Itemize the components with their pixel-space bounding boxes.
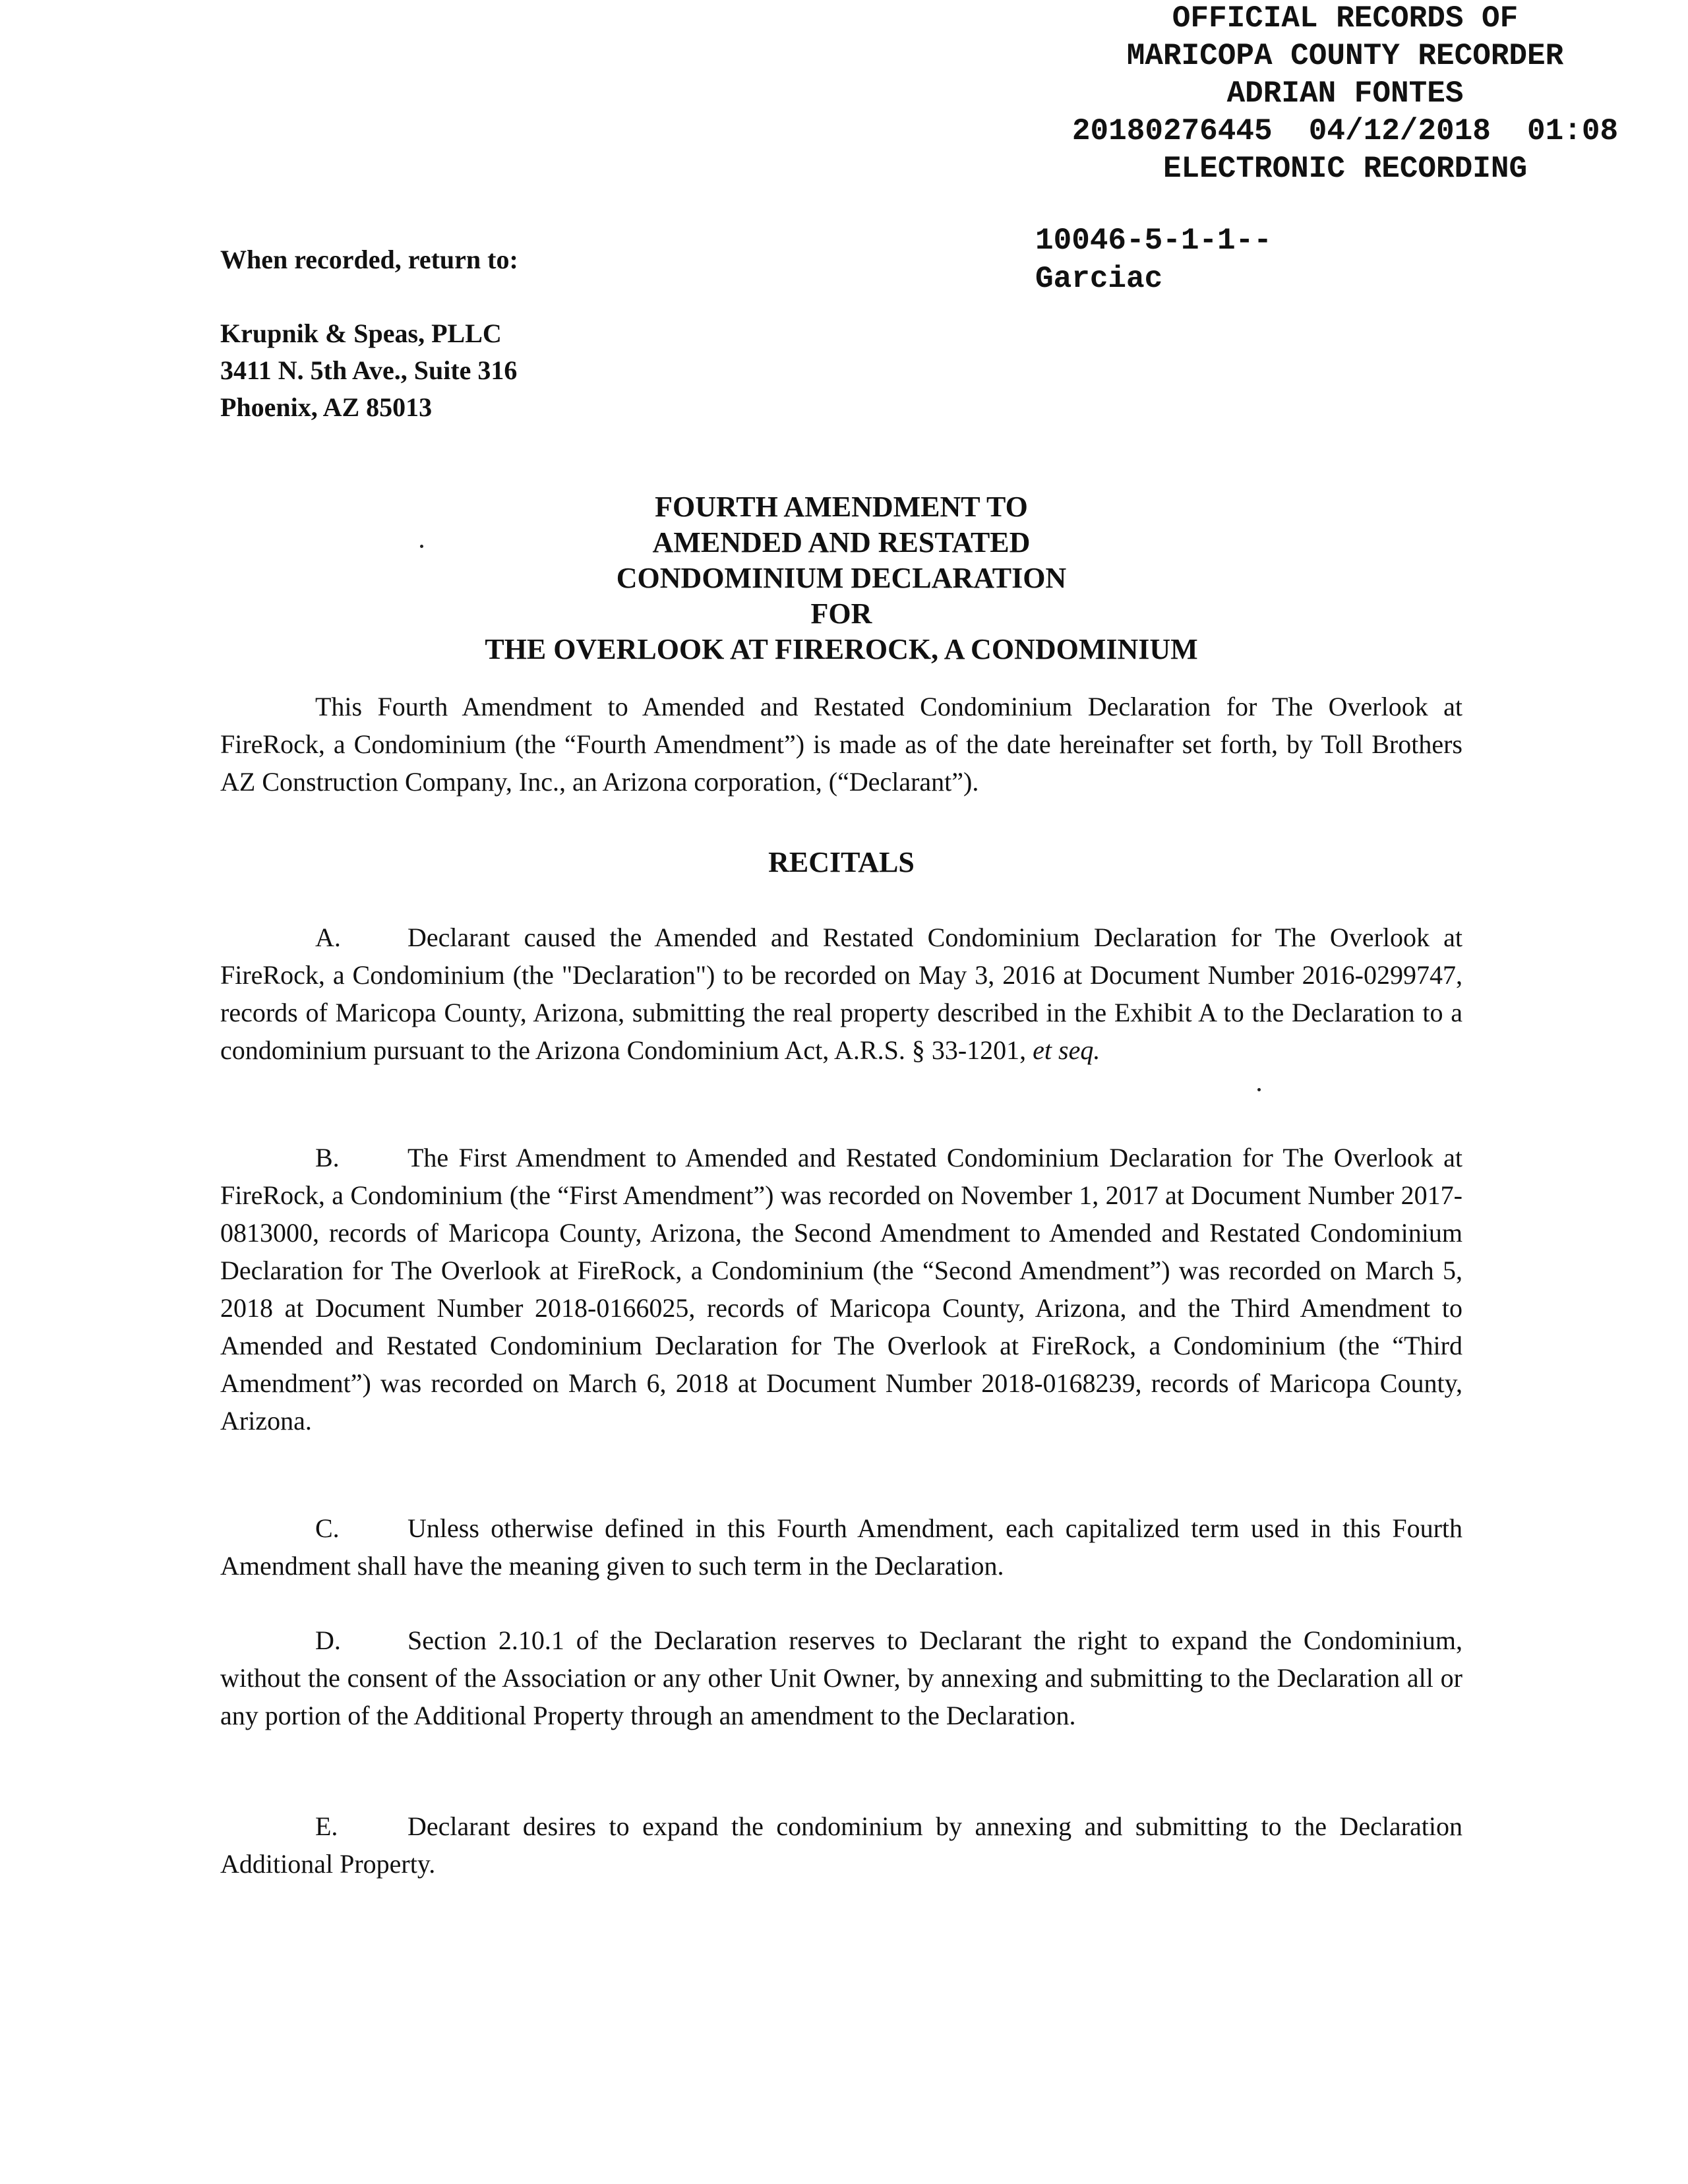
recital-a (220, 919, 1462, 1069)
recital-d (220, 1622, 1462, 1734)
recital-c (220, 1509, 1462, 1585)
recorder-stamp (1029, 0, 1662, 188)
recitals-heading: RECITALS (768, 846, 915, 878)
recital-label: E. (315, 1811, 338, 1841)
recital-text-italic: et seq. (1033, 1035, 1100, 1065)
recorder-stamp-line: ADRIAN FONTES (1226, 76, 1464, 111)
title-line: CONDOMINIUM DECLARATION (616, 562, 1067, 594)
recording-number-date-time: 20180276445 04/12/2018 01:08 (1071, 114, 1619, 148)
recital-label: C. (315, 1513, 340, 1543)
document-reference-code: 10046-5-1-1-- (1035, 224, 1272, 258)
document-reference-clerk: Garciac (1035, 262, 1163, 296)
recorder-stamp-line: MARICOPA COUNTY RECORDER (1126, 39, 1564, 73)
return-address-firm: Krupnik & Speas, PLLC (220, 318, 502, 348)
recital-text: Unless otherwise defined in this Fourth Amendment, each capitalized term used in this Fourth Amendment shall have the meaning given to such term in the Declaration. (220, 1513, 1462, 1581)
title-line: THE OVERLOOK AT FIREROCK, A CONDOMINIUM (485, 633, 1198, 665)
document-title (220, 489, 1462, 667)
recital-text: The First Amendment to Amended and Restated Condominium Declaration for The Overlook at FireRock, a Condominium (the “First Amendment”) was recorded on November 1, 2017 at Document Number 2017-0813000, records of Maricopa County, Arizona, the Second Amendment to Amended and Restated Condominium Declaration for The Overlook at FireRock, a Condominium (the “Second Amendment”) was recorded on March 5, 2018 at Document Number 2018-0166025, records of Maricopa County, Arizona, and the Third Amendment to Amended and Restated Condominium Declaration for The Overlook at FireRock, a Condominium (the “Third Amendment”) was recorded on March 6, 2018 at Document Number 2018-0168239, records of Maricopa County, Arizona. (220, 1143, 1462, 1436)
recital-text: Section 2.10.1 of the Declaration reserves to Declarant the right to expand the Condominium, without the consent of the Association or any other Unit Owner, by annexing and submitting to the Declaration all or any portion of the Additional Property through an amendment to the Declaration. (220, 1625, 1462, 1730)
recorder-stamp-line: OFFICIAL RECORDS OF (1172, 1, 1519, 36)
recorder-stamp-line: ELECTRONIC RECORDING (1162, 152, 1528, 186)
return-address-city: Phoenix, AZ 85013 (220, 392, 433, 422)
scan-speck (1257, 1088, 1261, 1091)
return-address-street: 3411 N. 5th Ave., Suite 316 (220, 355, 518, 385)
title-line: FOR (810, 597, 872, 630)
return-address (220, 315, 517, 426)
recital-e (220, 1807, 1462, 1883)
title-line: FOURTH AMENDMENT TO (655, 491, 1028, 523)
recital-label: B. (315, 1143, 340, 1172)
recital-text: Declarant caused the Amended and Restated Condominium Declaration for The Overlook at FireRock, a Condominium (the "Declaration") to be recorded on May 3, 2016 at Document Number 2016-0299747, records of Maricopa County, Arizona, submitting the real property described in the Exhibit A to the Declaration to a condominium pursuant to the Arizona Condominium Act, A.R.S. § 33-1201, (220, 923, 1462, 1065)
return-to-label: When recorded, return to: (220, 245, 518, 274)
recital-text: Declarant desires to expand the condominium by annexing and submitting to the Declaration Additional Property. (220, 1811, 1462, 1879)
recital-label: D. (315, 1625, 341, 1655)
intro-paragraph: This Fourth Amendment to Amended and Restated Condominium Declaration for The Overlook at FireRock, a Condominium (the “Fourth Amendment”) is made as of the date hereinafter set forth, by Toll Brothers AZ Construction Company, Inc., an Arizona corporation, (“Declarant”). (220, 692, 1462, 797)
title-line: AMENDED AND RESTATED (652, 526, 1031, 559)
recital-label: A. (315, 923, 341, 952)
document-reference (1035, 222, 1272, 298)
recital-b (220, 1139, 1462, 1440)
